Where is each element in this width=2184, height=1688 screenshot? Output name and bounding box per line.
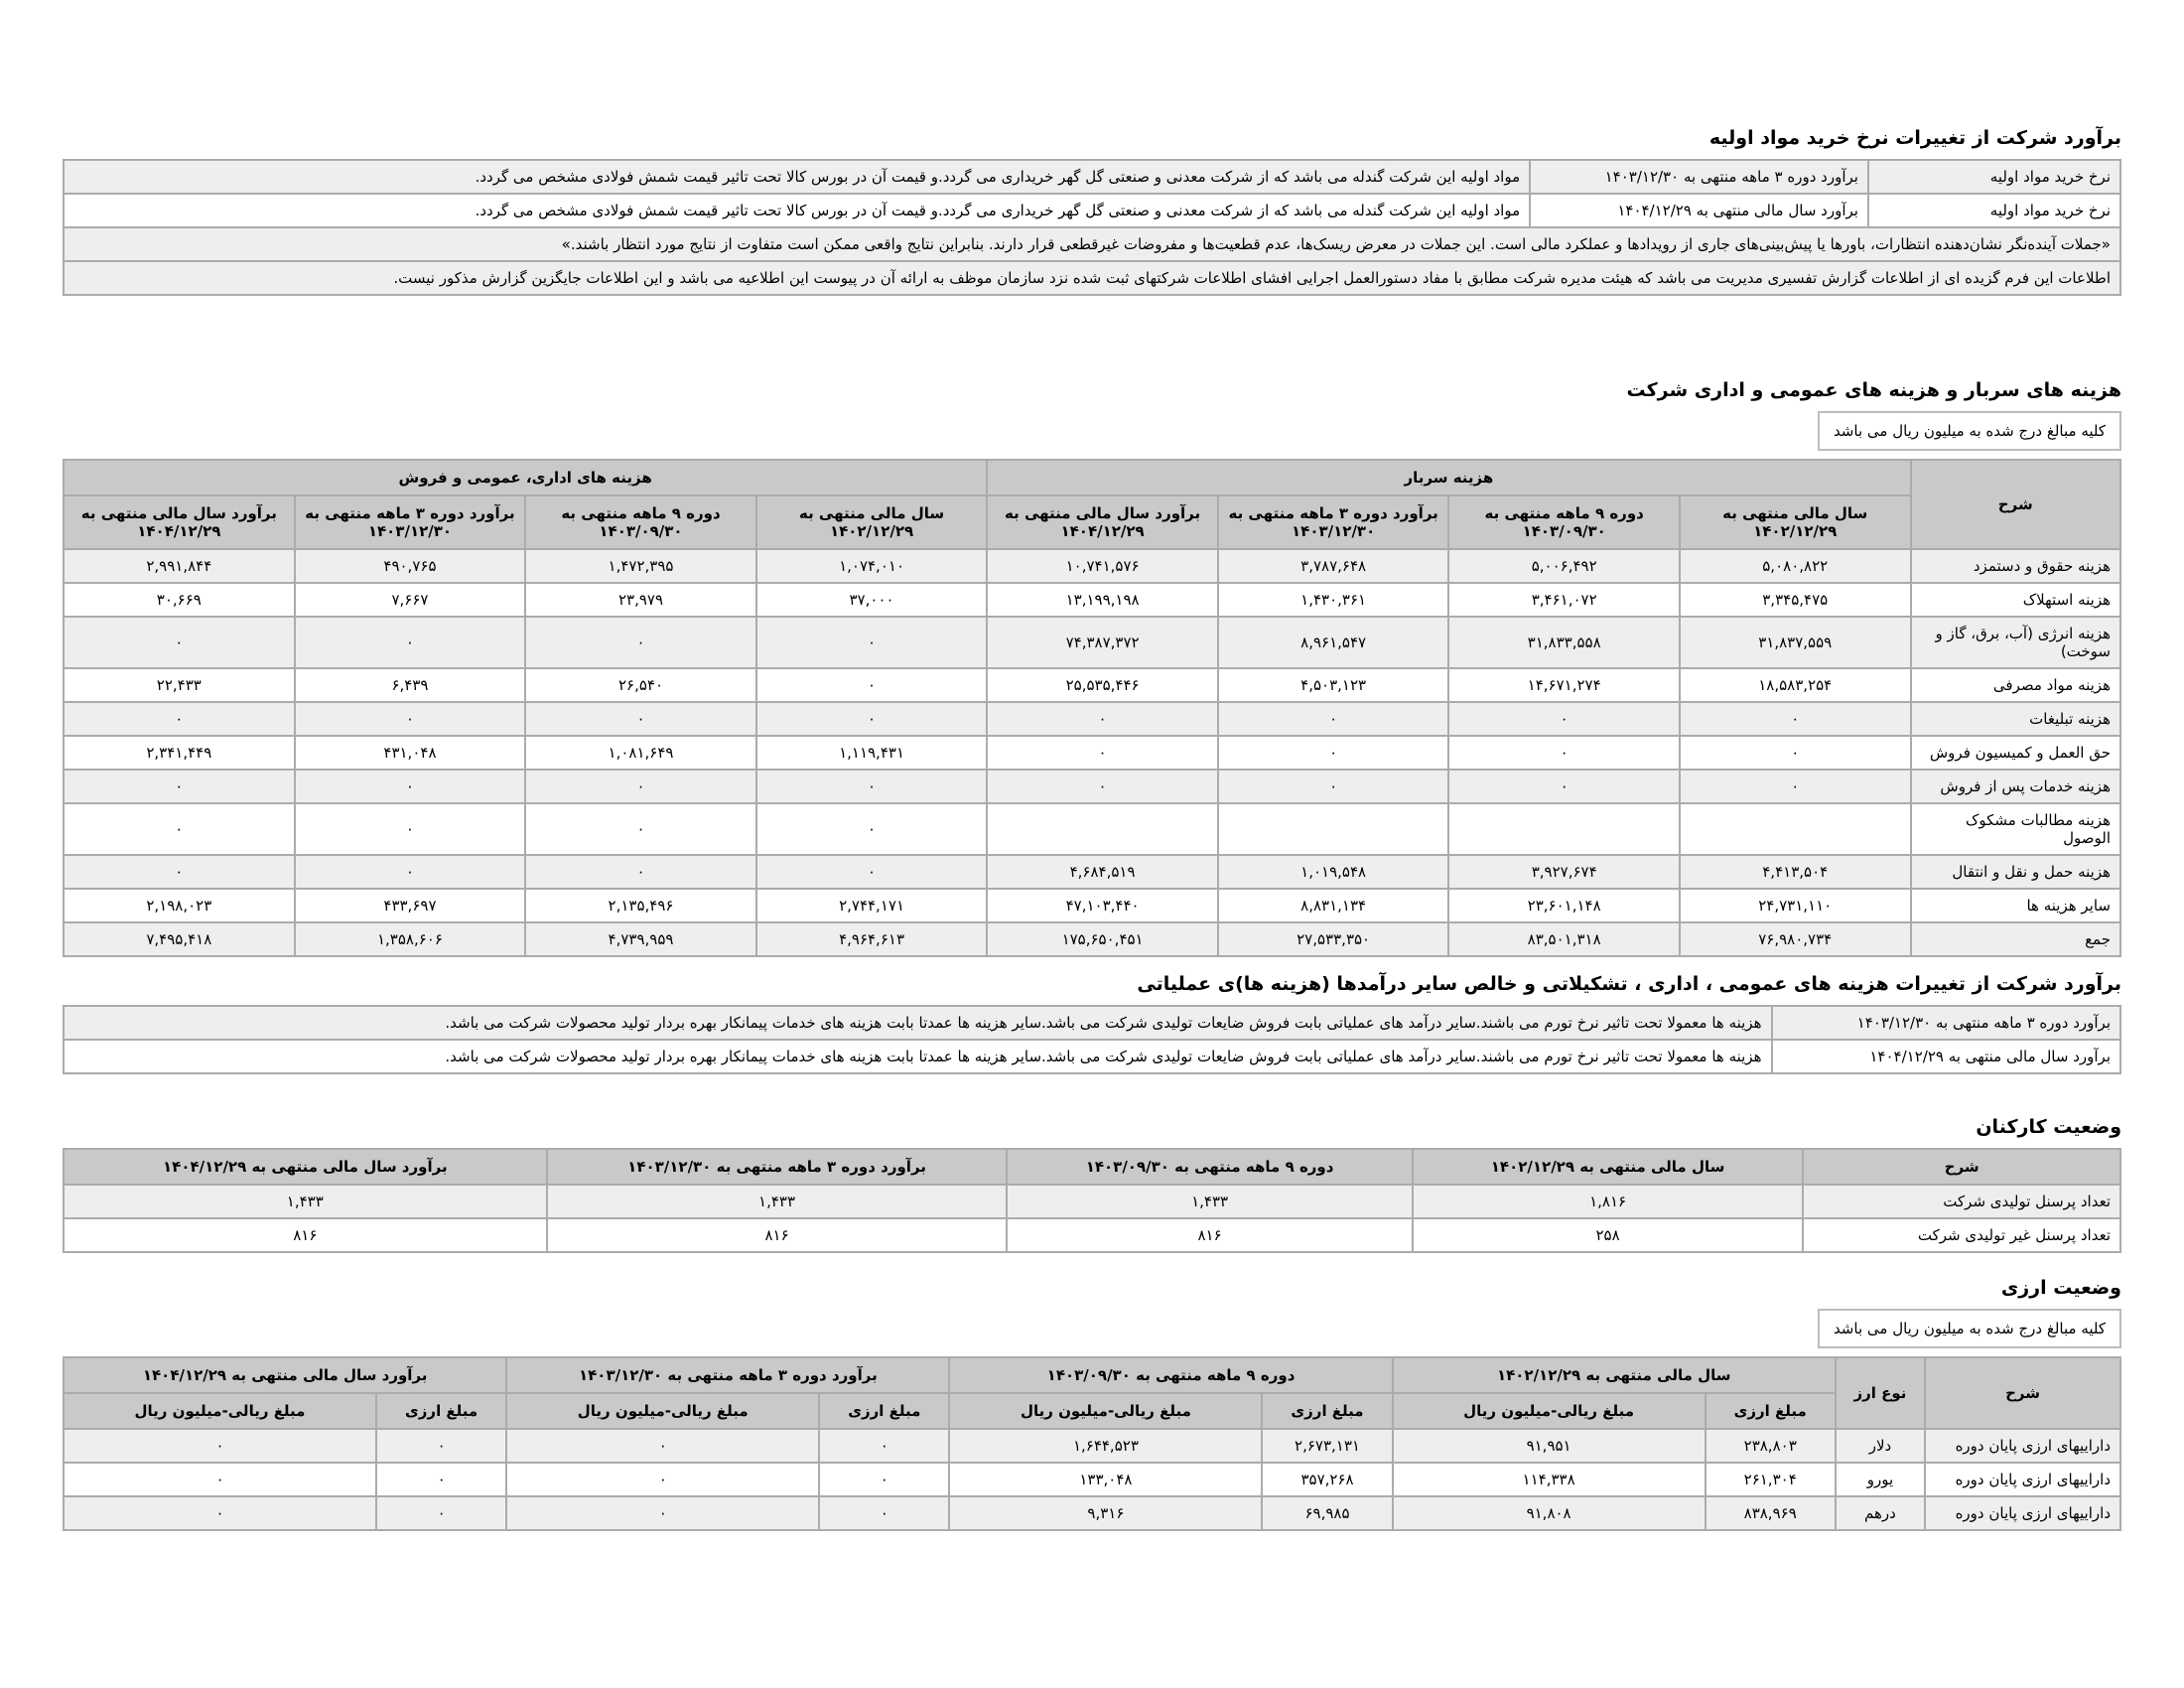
col-period: دوره ۹ ماهه منتهی به ۱۴۰۳/۰۹/۳۰ bbox=[1008, 1150, 1411, 1184]
forward-statement-text: «جملات آینده‌نگر نشان‌دهنده انتظارات، باورها یا پیش‌بینی‌های جاری از رویدادها و عملکرد مالی است. این جملات در معرض ریسک‌ها، عدم قطعیت‌ها و مفروضات غیرقطعی قرار دارند. بنابراین نتایج واقعی ممکن است متفاوت از نتایج مورد انتظار باشند.» bbox=[65, 228, 2119, 260]
value-cell: ۳۰,۶۶۹ bbox=[65, 584, 294, 616]
col-rial-amount: مبلغ ریالی-میلیون ریال bbox=[950, 1394, 1261, 1428]
value-cell: ۰ bbox=[296, 804, 525, 854]
table-row bbox=[65, 584, 2119, 616]
personnel-table bbox=[63, 1148, 2121, 1253]
table-row bbox=[65, 550, 2119, 582]
value-cell: ۳۱,۸۳۳,۵۵۸ bbox=[1449, 618, 1679, 667]
col-period: دوره ۹ ماهه منتهی به ۱۴۰۳/۰۹/۳۰ bbox=[950, 1358, 1391, 1392]
value-cell: ۲۳۸,۸۰۳ bbox=[1706, 1430, 1835, 1462]
value-cell: ۳,۳۴۵,۴۷۵ bbox=[1681, 584, 1910, 616]
value-cell: ۷۴,۳۸۷,۳۷۲ bbox=[988, 618, 1217, 667]
value-cell: ۴,۹۶۴,۶۱۳ bbox=[757, 923, 987, 955]
table-row bbox=[65, 890, 2119, 921]
value-cell: ۷۶,۹۸۰,۷۳۴ bbox=[1681, 923, 1910, 955]
value-cell: ۰ bbox=[757, 703, 987, 735]
period-cell: برآورد دوره ۳ ماهه منتهی به ۱۴۰۳/۱۲/۳۰ bbox=[1773, 1007, 2119, 1039]
value-cell: ۰ bbox=[1681, 737, 1910, 769]
value-cell: ۰ bbox=[65, 804, 294, 854]
table-row bbox=[65, 804, 2119, 854]
value-cell: ۱۰,۷۴۱,۵۷۶ bbox=[988, 550, 1217, 582]
value-cell: ۰ bbox=[988, 703, 1217, 735]
value-cell: ۳,۴۶۱,۰۷۲ bbox=[1449, 584, 1679, 616]
value-cell: ۸۱۶ bbox=[548, 1219, 1007, 1251]
col-period: سال مالی منتهی به ۱۴۰۲/۱۲/۲۹ bbox=[1681, 496, 1910, 548]
value-cell: ۷,۴۹۵,۴۱۸ bbox=[65, 923, 294, 955]
row-label: تعداد پرسنل غیر تولیدی شرکت bbox=[1804, 1219, 2119, 1251]
value-cell: ۰ bbox=[65, 1464, 375, 1495]
value-cell: ۰ bbox=[507, 1497, 818, 1529]
value-cell: ۴,۶۸۴,۵۱۹ bbox=[988, 856, 1217, 888]
value-cell: ۹۱,۹۵۱ bbox=[1394, 1430, 1705, 1462]
col-period: برآورد سال مالی منتهی به ۱۴۰۴/۱۲/۲۹ bbox=[65, 1358, 505, 1392]
info-note-row bbox=[65, 262, 2119, 294]
value-cell: ۰ bbox=[1219, 737, 1448, 769]
value-cell bbox=[1219, 804, 1448, 854]
value-cell: ۰ bbox=[757, 771, 987, 802]
value-cell: ۰ bbox=[65, 1497, 375, 1529]
amounts-note: کلیه مبالغ درج شده به میلیون ریال می باشد bbox=[1818, 411, 2121, 451]
value-cell: ۰ bbox=[526, 771, 755, 802]
value-cell: ۱,۳۵۸,۶۰۶ bbox=[296, 923, 525, 955]
value-cell: ۱,۴۳۰,۳۶۱ bbox=[1219, 584, 1448, 616]
value-cell: ۸۱۶ bbox=[1008, 1219, 1411, 1251]
section-costs bbox=[63, 379, 2121, 957]
table-row bbox=[65, 1186, 2119, 1217]
value-cell: ۵,۰۰۶,۴۹۲ bbox=[1449, 550, 1679, 582]
value-cell: ۴۳۳,۶۹۷ bbox=[296, 890, 525, 921]
value-cell: ۱,۴۳۳ bbox=[65, 1186, 546, 1217]
col-desc: شرح bbox=[1912, 461, 2120, 548]
value-cell: ۹,۳۱۶ bbox=[950, 1497, 1261, 1529]
col-period: برآورد دوره ۳ ماهه منتهی به ۱۴۰۳/۱۲/۳۰ bbox=[548, 1150, 1007, 1184]
value-cell: ۳۱,۸۳۷,۵۵۹ bbox=[1681, 618, 1910, 667]
value-cell: ۲۵۸ bbox=[1414, 1219, 1803, 1251]
value-cell: ۰ bbox=[820, 1464, 948, 1495]
value-cell: ۱,۰۱۹,۵۴۸ bbox=[1219, 856, 1448, 888]
row-label: جمع bbox=[1912, 923, 2120, 955]
col-period: دوره ۹ ماهه منتهی به ۱۴۰۳/۰۹/۳۰ bbox=[1449, 496, 1679, 548]
value-cell: ۰ bbox=[377, 1464, 505, 1495]
col-period: برآورد دوره ۳ ماهه منتهی به ۱۴۰۳/۱۲/۳۰ bbox=[296, 496, 525, 548]
value-cell: ۱۳,۱۹۹,۱۹۸ bbox=[988, 584, 1217, 616]
cost-changes-title: برآورد شرکت از تغییرات هزینه های عمومی ، اداری ، تشکیلاتی و خالص سایر درآمدها (هزینه ها)ی عملیاتی bbox=[1137, 973, 2121, 995]
table-row bbox=[65, 737, 2119, 769]
value-cell: ۲۷,۵۳۳,۳۵۰ bbox=[1219, 923, 1448, 955]
value-cell: ۳۷,۰۰۰ bbox=[757, 584, 987, 616]
col-period: برآورد سال مالی منتهی به ۱۴۰۴/۱۲/۲۹ bbox=[65, 496, 294, 548]
value-cell: ۰ bbox=[65, 703, 294, 735]
period-cell: برآورد سال مالی منتهی به ۱۴۰۴/۱۲/۲۹ bbox=[1531, 195, 1867, 226]
col-period: برآورد سال مالی منتهی به ۱۴۰۴/۱۲/۲۹ bbox=[988, 496, 1217, 548]
table-row bbox=[65, 703, 2119, 735]
value-cell: ۵,۰۸۰,۸۲۲ bbox=[1681, 550, 1910, 582]
table-row bbox=[65, 771, 2119, 802]
value-cell: ۰ bbox=[526, 703, 755, 735]
col-rial-amount: مبلغ ریالی-میلیون ریال bbox=[1394, 1394, 1705, 1428]
forward-statement-row bbox=[65, 228, 2119, 260]
value-cell: ۳,۷۸۷,۶۴۸ bbox=[1219, 550, 1448, 582]
table-row bbox=[65, 669, 2119, 701]
value-cell: ۰ bbox=[65, 856, 294, 888]
value-cell: ۰ bbox=[296, 771, 525, 802]
value-cell: ۴۷,۱۰۳,۴۴۰ bbox=[988, 890, 1217, 921]
value-cell: ۱,۰۷۴,۰۱۰ bbox=[757, 550, 987, 582]
section-raw-material bbox=[63, 127, 2121, 296]
value-cell bbox=[988, 804, 1217, 854]
col-fx-amount: مبلغ ارزی bbox=[1706, 1394, 1835, 1428]
section-currency bbox=[63, 1277, 2121, 1531]
value-cell: ۱,۴۳۳ bbox=[548, 1186, 1007, 1217]
value-cell: ۱,۶۴۴,۵۲۳ bbox=[950, 1430, 1261, 1462]
value-cell: ۲,۱۹۸,۰۲۳ bbox=[65, 890, 294, 921]
value-cell: ۴,۵۰۳,۱۲۳ bbox=[1219, 669, 1448, 701]
costs-title: هزینه های سربار و هزینه های عمومی و اداری شرکت bbox=[1626, 379, 2121, 401]
amounts-note-wrap bbox=[63, 411, 2121, 459]
currency-table bbox=[63, 1356, 2121, 1531]
row-label: نرخ خرید مواد اولیه bbox=[1869, 161, 2119, 193]
value-cell: ۸,۹۶۱,۵۴۷ bbox=[1219, 618, 1448, 667]
value-cell: ۱,۸۱۶ bbox=[1414, 1186, 1803, 1217]
currency-header-groups bbox=[65, 1358, 2119, 1392]
section-personnel bbox=[63, 1116, 2121, 1253]
value-cell: ۱,۰۸۱,۶۴۹ bbox=[526, 737, 755, 769]
period-cell: برآورد دوره ۳ ماهه منتهی به ۱۴۰۳/۱۲/۳۰ bbox=[1531, 161, 1867, 193]
value-cell: ۰ bbox=[988, 771, 1217, 802]
value-cell: ۸,۸۳۱,۱۳۴ bbox=[1219, 890, 1448, 921]
col-rial-amount: مبلغ ریالی-میلیون ریال bbox=[507, 1394, 818, 1428]
value-cell: ۲,۷۴۴,۱۷۱ bbox=[757, 890, 987, 921]
value-cell: ۰ bbox=[65, 1430, 375, 1462]
col-period: دوره ۹ ماهه منتهی به ۱۴۰۳/۰۹/۳۰ bbox=[526, 496, 755, 548]
value-cell: ۰ bbox=[377, 1430, 505, 1462]
desc-cell: هزینه ها معمولا تحت تاثیر نرخ تورم می باشند.سایر درآمد های عملیاتی بابت فروش ضایعات تولیدی شرکت می باشد.سایر هزینه ها عمدتا بابت هزینه های خدمات پیمانکار بهره بردار تولید محصولات شرکت می باشد. bbox=[65, 1041, 1771, 1072]
value-cell: ۹۱,۸۰۸ bbox=[1394, 1497, 1705, 1529]
col-period: سال مالی منتهی به ۱۴۰۲/۱۲/۲۹ bbox=[757, 496, 987, 548]
info-note-text: اطلاعات این فرم گزیده ای از اطلاعات گزارش تفسیری مدیریت می باشد که هیئت مدیره شرکت مطابق با مفاد دستورالعمل اجرایی افشای اطلاعات شرکتهای ثبت شده نزد سازمان موظف به ارائه آن در پیوست این اطلاعیه می باشد و این اطلاعات جایگزین گزارش مذکور نیست. bbox=[65, 262, 2119, 294]
col-period: برآورد سال مالی منتهی به ۱۴۰۴/۱۲/۲۹ bbox=[65, 1150, 546, 1184]
value-cell: ۳,۹۲۷,۶۷۴ bbox=[1449, 856, 1679, 888]
value-cell: ۴۳۱,۰۴۸ bbox=[296, 737, 525, 769]
total-row bbox=[65, 923, 2119, 955]
row-label: هزینه خدمات پس از فروش bbox=[1912, 771, 2120, 802]
value-cell: ۲,۶۷۳,۱۳۱ bbox=[1263, 1430, 1391, 1462]
table-row bbox=[65, 195, 2119, 226]
value-cell: ۰ bbox=[507, 1464, 818, 1495]
currency-name: دلار bbox=[1837, 1430, 1924, 1462]
table-row bbox=[65, 1041, 2119, 1072]
col-desc: شرح bbox=[1804, 1150, 2119, 1184]
section-cost-changes bbox=[63, 973, 2121, 1074]
value-cell: ۶۹,۹۸۵ bbox=[1263, 1497, 1391, 1529]
value-cell: ۸۱۶ bbox=[65, 1219, 546, 1251]
value-cell: ۰ bbox=[988, 737, 1217, 769]
value-cell: ۰ bbox=[65, 618, 294, 667]
value-cell: ۱,۴۳۳ bbox=[1008, 1186, 1411, 1217]
value-cell: ۲۳,۶۰۱,۱۴۸ bbox=[1449, 890, 1679, 921]
desc-cell: مواد اولیه این شرکت گندله می باشد که از شرکت معدنی و صنعتی گل گهر خریداری می گردد.و قیمت آن در بورس کالا تحت تاثیر قیمت شمش فولادی مشخص می گردد. bbox=[65, 161, 1529, 193]
col-period: سال مالی منتهی به ۱۴۰۲/۱۲/۲۹ bbox=[1394, 1358, 1835, 1392]
desc-cell: مواد اولیه این شرکت گندله می باشد که از شرکت معدنی و صنعتی گل گهر خریداری می گردد.و قیمت آن در بورس کالا تحت تاثیر قیمت شمش فولادی مشخص می گردد. bbox=[65, 195, 1529, 226]
group-overhead: هزینه سربار bbox=[988, 461, 1909, 494]
col-fx-amount: مبلغ ارزی bbox=[820, 1394, 948, 1428]
value-cell: ۰ bbox=[526, 856, 755, 888]
table-row bbox=[65, 856, 2119, 888]
value-cell bbox=[1681, 804, 1910, 854]
col-rial-amount: مبلغ ریالی-میلیون ریال bbox=[65, 1394, 375, 1428]
row-label: داراییهای ارزی پایان دوره bbox=[1926, 1497, 2119, 1529]
value-cell: ۲,۹۹۱,۸۴۴ bbox=[65, 550, 294, 582]
currency-name: درهم bbox=[1837, 1497, 1924, 1529]
costs-header-periods bbox=[65, 496, 2119, 548]
raw-material-title: برآورد شرکت از تغییرات نرخ خرید مواد اولیه bbox=[1708, 127, 2121, 149]
value-cell bbox=[1449, 804, 1679, 854]
table-row bbox=[65, 1497, 2119, 1529]
table-row bbox=[65, 161, 2119, 193]
value-cell: ۱,۴۷۲,۳۹۵ bbox=[526, 550, 755, 582]
value-cell: ۰ bbox=[1219, 771, 1448, 802]
value-cell: ۷,۶۶۷ bbox=[296, 584, 525, 616]
col-currency-type: نوع ارز bbox=[1837, 1358, 1924, 1428]
value-cell: ۰ bbox=[1449, 771, 1679, 802]
col-period: سال مالی منتهی به ۱۴۰۲/۱۲/۲۹ bbox=[1414, 1150, 1803, 1184]
value-cell: ۰ bbox=[820, 1430, 948, 1462]
table-row bbox=[65, 1464, 2119, 1495]
personnel-title: وضعیت کارکنان bbox=[1976, 1116, 2121, 1138]
col-period: برآورد دوره ۳ ماهه منتهی به ۱۴۰۳/۱۲/۳۰ bbox=[507, 1358, 948, 1392]
row-label: هزینه مطالبات مشکوک الوصول bbox=[1912, 804, 2120, 854]
value-cell: ۴,۷۳۹,۹۵۹ bbox=[526, 923, 755, 955]
row-label: تعداد پرسنل تولیدی شرکت bbox=[1804, 1186, 2119, 1217]
costs-table bbox=[63, 459, 2121, 957]
row-label: هزینه حمل و نقل و انتقال bbox=[1912, 856, 2120, 888]
col-fx-amount: مبلغ ارزی bbox=[1263, 1394, 1391, 1428]
value-cell: ۲۶,۵۴۰ bbox=[526, 669, 755, 701]
value-cell: ۰ bbox=[757, 669, 987, 701]
table-row bbox=[65, 1007, 2119, 1039]
value-cell: ۲۳,۹۷۹ bbox=[526, 584, 755, 616]
value-cell: ۲۶۱,۳۰۴ bbox=[1706, 1464, 1835, 1495]
value-cell: ۲۵,۵۳۵,۴۴۶ bbox=[988, 669, 1217, 701]
value-cell: ۰ bbox=[526, 804, 755, 854]
group-admin: هزینه های اداری، عمومی و فروش bbox=[65, 461, 986, 494]
value-cell: ۰ bbox=[1681, 703, 1910, 735]
period-cell: برآورد سال مالی منتهی به ۱۴۰۴/۱۲/۲۹ bbox=[1773, 1041, 2119, 1072]
value-cell: ۸۳۸,۹۶۹ bbox=[1706, 1497, 1835, 1529]
row-label: نرخ خرید مواد اولیه bbox=[1869, 195, 2119, 226]
row-label: هزینه مواد مصرفی bbox=[1912, 669, 2120, 701]
currency-header-sub bbox=[65, 1394, 2119, 1428]
value-cell: ۰ bbox=[1219, 703, 1448, 735]
amounts-note-wrap bbox=[63, 1309, 2121, 1356]
row-label: داراییهای ارزی پایان دوره bbox=[1926, 1430, 2119, 1462]
value-cell: ۰ bbox=[526, 618, 755, 667]
value-cell: ۰ bbox=[1681, 771, 1910, 802]
table-row bbox=[65, 618, 2119, 667]
value-cell: ۰ bbox=[65, 771, 294, 802]
value-cell: ۰ bbox=[757, 856, 987, 888]
row-label: هزینه حقوق و دستمزد bbox=[1912, 550, 2120, 582]
row-label: هزینه استهلاک bbox=[1912, 584, 2120, 616]
value-cell: ۳۵۷,۲۶۸ bbox=[1263, 1464, 1391, 1495]
value-cell: ۸۳,۵۰۱,۳۱۸ bbox=[1449, 923, 1679, 955]
value-cell: ۱۷۵,۶۵۰,۴۵۱ bbox=[988, 923, 1217, 955]
value-cell: ۰ bbox=[296, 856, 525, 888]
value-cell: ۱۱۴,۳۳۸ bbox=[1394, 1464, 1705, 1495]
value-cell: ۰ bbox=[757, 804, 987, 854]
cost-changes-table bbox=[63, 1005, 2121, 1074]
value-cell: ۰ bbox=[1449, 703, 1679, 735]
value-cell: ۱۸,۵۸۳,۲۵۴ bbox=[1681, 669, 1910, 701]
row-label: حق العمل و کمیسیون فروش bbox=[1912, 737, 2120, 769]
row-label: داراییهای ارزی پایان دوره bbox=[1926, 1464, 2119, 1495]
currency-title: وضعیت ارزی bbox=[2000, 1277, 2121, 1299]
row-label: هزینه انرژی (آب، برق، گاز و سوخت) bbox=[1912, 618, 2120, 667]
value-cell: ۲,۱۳۵,۴۹۶ bbox=[526, 890, 755, 921]
col-desc: شرح bbox=[1926, 1358, 2119, 1428]
row-label: هزینه تبلیغات bbox=[1912, 703, 2120, 735]
value-cell: ۱۳۳,۰۴۸ bbox=[950, 1464, 1261, 1495]
col-fx-amount: مبلغ ارزی bbox=[377, 1394, 505, 1428]
value-cell: ۰ bbox=[377, 1497, 505, 1529]
currency-name: یورو bbox=[1837, 1464, 1924, 1495]
value-cell: ۰ bbox=[296, 703, 525, 735]
value-cell: ۰ bbox=[1449, 737, 1679, 769]
value-cell: ۰ bbox=[757, 618, 987, 667]
table-row bbox=[65, 1219, 2119, 1251]
amounts-note: کلیه مبالغ درج شده به میلیون ریال می باشد bbox=[1818, 1309, 2121, 1348]
personnel-header bbox=[65, 1150, 2119, 1184]
raw-material-table bbox=[63, 159, 2121, 296]
value-cell: ۰ bbox=[296, 618, 525, 667]
table-row bbox=[65, 1430, 2119, 1462]
col-period: برآورد دوره ۳ ماهه منتهی به ۱۴۰۳/۱۲/۳۰ bbox=[1219, 496, 1448, 548]
value-cell: ۴,۴۱۳,۵۰۴ bbox=[1681, 856, 1910, 888]
value-cell: ۲۲,۴۳۳ bbox=[65, 669, 294, 701]
value-cell: ۰ bbox=[507, 1430, 818, 1462]
value-cell: ۴۹۰,۷۶۵ bbox=[296, 550, 525, 582]
row-label: سایر هزینه ها bbox=[1912, 890, 2120, 921]
value-cell: ۱۴,۶۷۱,۲۷۴ bbox=[1449, 669, 1679, 701]
desc-cell: هزینه ها معمولا تحت تاثیر نرخ تورم می باشند.سایر درآمد های عملیاتی بابت فروش ضایعات تولیدی شرکت می باشد.سایر هزینه ها عمدتا بابت هزینه های خدمات پیمانکار بهره بردار تولید محصولات شرکت می باشد. bbox=[65, 1007, 1771, 1039]
costs-header-groups bbox=[65, 461, 2119, 494]
value-cell: ۰ bbox=[820, 1497, 948, 1529]
value-cell: ۶,۴۳۹ bbox=[296, 669, 525, 701]
value-cell: ۲۴,۷۳۱,۱۱۰ bbox=[1681, 890, 1910, 921]
value-cell: ۲,۳۴۱,۴۴۹ bbox=[65, 737, 294, 769]
value-cell: ۱,۱۱۹,۴۳۱ bbox=[757, 737, 987, 769]
